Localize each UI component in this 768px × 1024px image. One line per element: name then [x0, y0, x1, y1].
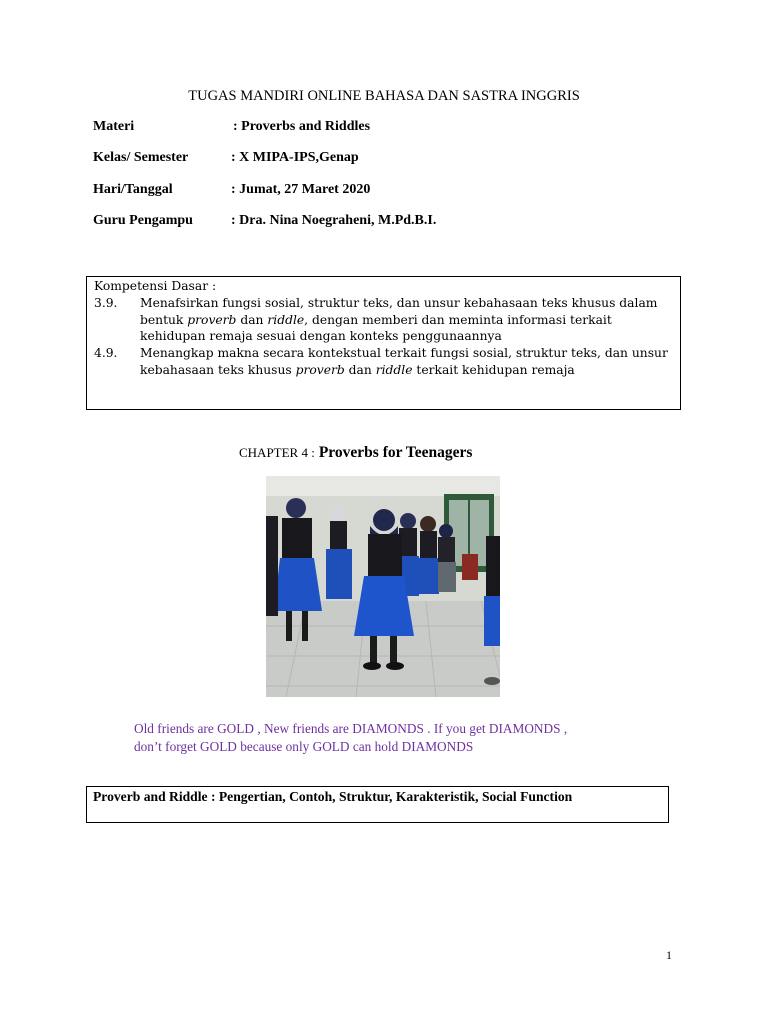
- text-run: dan: [344, 362, 376, 377]
- text-run: , dengan memberi dan meminta informasi terkait kehidupan remaja sesuai dengan konteks penggunaannya: [140, 312, 612, 344]
- proverb-quote: [134, 720, 694, 756]
- quote-line: don’t forget GOLD because only GOLD can hold DIAMONDS: [134, 739, 474, 754]
- info-value-kelas: : X MIPA-IPS,Genap: [231, 150, 359, 165]
- info-value-guru: : Dra. Nina Noegraheni, M.Pd.B.I.: [231, 213, 437, 228]
- info-label-kelas: Kelas/ Semester: [93, 150, 189, 165]
- text-run: dan: [236, 312, 268, 327]
- info-label-materi: Materi: [93, 119, 135, 134]
- kompetensi-item: [94, 345, 673, 379]
- info-value-materi: : Proverbs and Riddles: [233, 119, 371, 134]
- students-photo-illustration: [266, 476, 500, 697]
- kompetensi-text: [140, 295, 673, 345]
- page-number: 1: [666, 948, 672, 962]
- kompetensi-item: [94, 295, 673, 345]
- kompetensi-number: 4.9.: [94, 346, 118, 361]
- italic-term: riddle: [267, 312, 305, 327]
- chapter-label: CHAPTER 4 :: [239, 445, 315, 460]
- info-label-guru: Guru Pengampu: [93, 213, 193, 228]
- italic-term: proverb: [295, 362, 345, 377]
- kompetensi-text: [140, 345, 673, 379]
- info-label-tanggal: Hari/Tanggal: [93, 182, 173, 197]
- proverb-topic-box: Proverb and Riddle : Pengertian, Contoh, Struktur, Karakteristik, Social Function: [86, 786, 669, 823]
- text-run: terkait kehidupan remaja: [412, 362, 575, 377]
- text-run: Menangkap makna secara kontekstual terkait fungsi sosial, struktur teks, dan unsur kebahasaan teks khusus: [140, 346, 668, 377]
- chapter-heading: [239, 444, 472, 462]
- italic-term: riddle: [375, 362, 413, 377]
- document-title: TUGAS MANDIRI ONLINE BAHASA DAN SASTRA INGGRIS: [188, 88, 580, 104]
- italic-term: proverb: [187, 312, 237, 327]
- students-photo: [266, 476, 500, 697]
- quote-line: Old friends are GOLD , New friends are DIAMONDS . If you get DIAMONDS ,: [134, 721, 568, 736]
- kompetensi-dasar-box: [86, 276, 681, 410]
- text-run: Menafsirkan fungsi sosial, struktur teks, dan unsur kebahasaan teks khusus dalam bentuk: [140, 295, 658, 327]
- kompetensi-dasar-heading: Kompetensi Dasar :: [94, 279, 217, 293]
- chapter-title: Proverbs for Teenagers: [318, 444, 473, 461]
- info-value-tanggal: : Jumat, 27 Maret 2020: [231, 182, 371, 197]
- kompetensi-number: 3.9.: [94, 295, 118, 310]
